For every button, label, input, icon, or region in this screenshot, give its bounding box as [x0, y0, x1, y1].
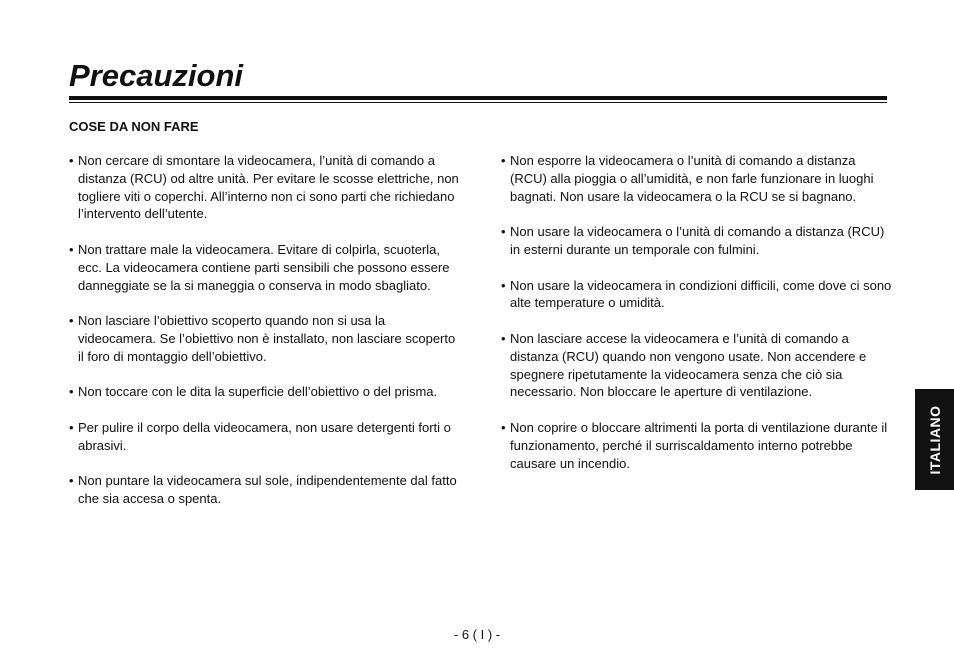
list-item-text: Non toccare con le dita la superficie dell’obiettivo o del prisma. — [78, 384, 438, 400]
title-rule-thick — [69, 96, 887, 100]
bullet-icon: • — [501, 419, 506, 435]
right-column — [501, 152, 893, 490]
list-item — [501, 419, 893, 472]
list-item-text: Non cercare di smontare la videocamera, l’unità di comando a distanza (RCU) od altre unità. Per evitare le scosse elettriche, non togliere viti o coperchi. All’interno non ci sono parti che richiedano l’intervento dell’utente. — [78, 153, 459, 222]
list-item — [501, 330, 893, 401]
bullet-icon: • — [501, 277, 506, 293]
list-item-text: Non puntare la videocamera sul sole, indipendentemente dal fatto che sia accesa o spenta. — [78, 473, 457, 507]
list-item-text: Non usare la videocamera in condizioni difficili, come dove ci sono alte temperature o umidità. — [510, 277, 892, 311]
title-rule-thin — [69, 102, 887, 103]
bullet-icon: • — [69, 241, 74, 257]
language-tab — [915, 389, 954, 490]
bullet-icon: • — [69, 384, 74, 400]
bullet-icon: • — [69, 473, 74, 489]
list-item — [69, 312, 461, 365]
list-item — [69, 241, 461, 294]
bullet-icon: • — [501, 330, 506, 346]
list-item — [69, 383, 461, 401]
list-item-text: Non lasciare l’obiettivo scoperto quando non si usa la videocamera. Se l’obiettivo non è installato, non lasciare scoperto il foro di montaggio dell’obiettivo. — [78, 313, 456, 364]
bullet-icon: • — [69, 419, 74, 435]
bullet-icon: • — [69, 153, 74, 168]
list-item — [501, 277, 893, 313]
page-number: - 6 ( I ) - — [453, 627, 501, 642]
bullet-icon: • — [69, 313, 74, 329]
list-item-text: Non trattare male la videocamera. Evitare di colpirla, scuoterla, ecc. La videocamera contiene parti sensibili che possono essere danneggiate se la si maneggia o conserva in modo sbagliato. — [78, 241, 450, 293]
left-column — [69, 152, 461, 526]
page-title: Precauzioni — [69, 58, 243, 93]
list-item-text: Non lasciare accese la videocamera e l’unità di comando a distanza (RCU) quando non vengono usate. Non accendere e spegnere ripetutamente la videocamera senza che ciò sia necessario. Non bloccare le aperture di ventilazione. — [510, 330, 867, 400]
list-item-text: Non esporre la videocamera o l’unità di comando a distanza (RCU) alla pioggia o all’umidità, e non farle funzionare in luoghi bagnati. Non usare la videocamera o la RCU se si bagnano. — [510, 153, 874, 204]
bullet-icon: • — [501, 153, 506, 168]
list-item-text: Non coprire o bloccare altrimenti la porta di ventilazione durante il funzionamento, perché il surriscaldamento interno potrebbe causare un incendio. — [510, 419, 888, 471]
list-item-text: Non usare la videocamera o l’unità di comando a distanza (RCU) in esterni durante un temporale con fulmini. — [510, 224, 885, 257]
list-item-text: Per pulire il corpo della videocamera, non usare detergenti forti o abrasivi. — [78, 419, 451, 453]
bullet-icon: • — [501, 224, 506, 240]
list-item — [69, 152, 461, 223]
list-item — [69, 419, 461, 455]
list-item — [501, 152, 893, 205]
language-tab-label: ITALIANO — [926, 404, 943, 475]
list-item — [501, 223, 893, 259]
list-item — [69, 472, 461, 508]
section-heading: COSE DA NON FARE — [69, 119, 199, 134]
